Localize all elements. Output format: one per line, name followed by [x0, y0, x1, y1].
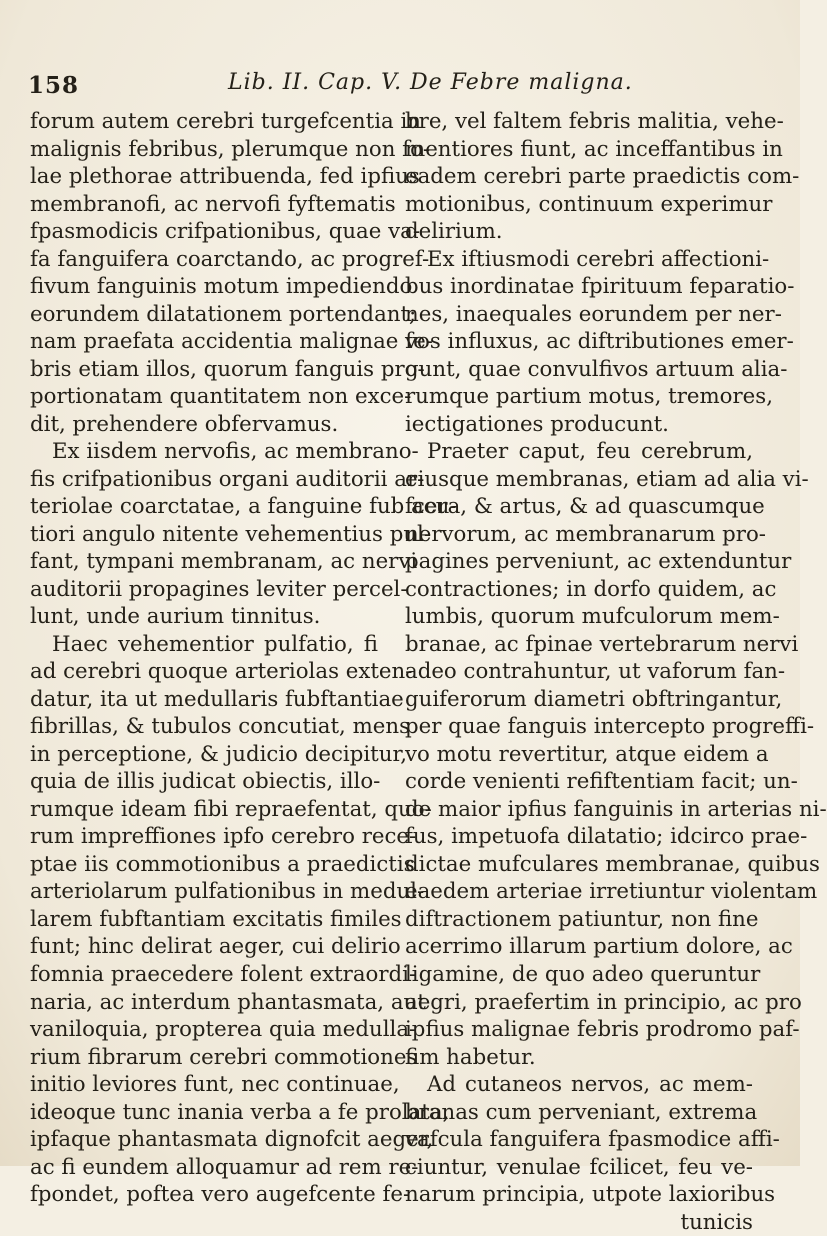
text-line: fa fanguifera coarctando, ac progref- [30, 246, 430, 272]
text-line: ad cerebri quoque arteriolas exten- [30, 659, 413, 685]
text-line: Praeter caput, feu cerebrum, [427, 439, 753, 465]
text-line: tiori angulo nitente vehementius pul- [30, 521, 432, 547]
text-line: bus inordinatae fpirituum feparatio- [405, 274, 795, 300]
text-line: motionibus, continuum experimur [405, 191, 773, 217]
running-head-right: De Febre maligna. [410, 70, 633, 95]
text-line: ipfius malignae febris prodromo paf- [405, 1017, 800, 1043]
text-line: narum principia, utpote laxioribus [405, 1182, 776, 1208]
text-line: dictae mufculares membranae, quibus [405, 851, 820, 877]
text-line: ac fi eundem alloquamur ad rem re- [30, 1154, 419, 1180]
text-line: ideoque tunc inania verba a fe prolata, [30, 1099, 450, 1125]
text-line: forum autem cerebri turgefcentia in [30, 109, 421, 134]
text-line: funt; hinc delirat aeger, cui delirio [30, 934, 401, 960]
text-line: naria, ac interdum phantasmata, aut [30, 989, 426, 1015]
text-line: eaedem arteriae irretiuntur violentam [405, 879, 818, 905]
text-line: iectigationes producunt. [405, 411, 669, 437]
text-line: fim habetur. [405, 1044, 536, 1070]
text-line: nes, inaequales eorundem per ner- [405, 301, 782, 327]
text-line: de maior ipfius fanguinis in arterias ni- [405, 796, 827, 822]
page-number: 158 [28, 72, 80, 99]
text-line: membranofi, ac nervofi fyftematis [30, 191, 396, 217]
text-line: fomnia praecedere folent extraordi- [30, 961, 417, 987]
text-line: contractiones; in dorfo quidem, ac [405, 576, 777, 602]
text-line: fpondet, poftea vero augefcente fe- [30, 1182, 411, 1208]
text-line: branas cum perveniant, extrema [405, 1099, 758, 1125]
text-line: Ex iftiusmodi cerebri affectioni- [427, 246, 770, 272]
text-line: dit, prehendere obfervamus. [30, 411, 339, 437]
text-line: branae, ac fpinae vertebrarum nervi [405, 631, 799, 657]
text-line: in perceptione, & judicio decipitur, [30, 741, 408, 767]
text-line: mentiores fiunt, ac inceffantibus in [405, 136, 783, 162]
text-line: rum impreffiones ipfo cerebro rece- [30, 824, 417, 850]
text-line: fpasmodicis crifpationibus, quae va- [30, 219, 421, 245]
text-line: nervorum, ac membranarum pro- [405, 521, 766, 547]
text-line: vo motu revertitur, atque eidem a [405, 741, 769, 767]
text-line: fant, tympani membranam, ac nervi [30, 549, 418, 575]
text-line: acerrimo illarum partium dolore, ac [405, 934, 793, 960]
text-line: tunicis [680, 1209, 753, 1235]
text-line: portionatam quantitatem non exce- [30, 384, 412, 410]
right-text-column [405, 108, 827, 1236]
text-line: guiferorum diametri obftringantur, [405, 686, 783, 712]
text-line: diftractionem patiuntur, non fine [405, 906, 759, 932]
text-line: fivum fanguinis motum impediendo [30, 274, 413, 300]
text-line: eiusque membranas, etiam ad alia vi- [405, 466, 809, 492]
text-line: vafcula fanguifera fpasmodice affi- [405, 1127, 780, 1153]
page-header [0, 62, 800, 99]
text-line: vos influxus, ac diftributiones emer- [405, 329, 794, 355]
text-line: gunt, quae convulfivos artuum alia- [405, 356, 788, 382]
text-line: fus, impetuofa dilatatio; idcirco prae- [405, 824, 808, 850]
text-line: rium fibrarum cerebri commotiones [30, 1044, 418, 1070]
text-line: datur, ita ut medullaris fubftantiae [30, 686, 404, 712]
text-line: teriolae coarctatae, a fanguine fub acu- [30, 494, 457, 520]
text-line: rumque ideam fibi repraefentat, quo- [30, 796, 432, 822]
text-line: corde venienti refiftentiam facit; un- [405, 769, 798, 795]
text-line: initio leviores funt, nec continuae, [30, 1072, 400, 1098]
text-line: fcera, & artus, & ad quascumque [405, 494, 765, 520]
text-line: larem fubftantiam excitatis fimiles [30, 906, 402, 932]
text-line: aegri, praefertim in principio, ac pro [405, 989, 802, 1015]
text-line: nam praefata accidentia malignae fe- [30, 329, 433, 355]
text-line: rumque partium motus, tremores, [405, 384, 773, 410]
text-line: per quae fanguis intercepto progreffi- [405, 714, 815, 740]
text-line: ciuntur, venulae fcilicet, feu ve- [405, 1154, 753, 1180]
text-line: lae plethorae attribuenda, fed ipfius [30, 164, 420, 190]
text-line: fibrillas, & tubulos concutiat, mens [30, 714, 411, 740]
text-line: fis crifpationibus organi auditorii ar- [30, 466, 425, 492]
text-line: bris etiam illos, quorum fanguis pro- [30, 356, 425, 382]
text-line: malignis febribus, plerumque non fo- [30, 136, 431, 162]
text-line: adeo contrahuntur, ut vaforum fan- [405, 659, 786, 685]
text-line: delirium. [405, 219, 503, 245]
text-line: vaniloquia, propterea quia medulla- [30, 1017, 417, 1043]
text-line: Haec vehementior pulfatio, fi [52, 631, 378, 657]
text-line: ligamine, de quo adeo queruntur [405, 961, 761, 987]
text-line: lumbis, quorum mufculorum mem- [405, 604, 780, 630]
text-line: Ad cutaneos nervos, ac mem- [427, 1072, 753, 1098]
text-line: bre, vel faltem febris malitia, vehe- [405, 109, 784, 134]
text-line: quia de illis judicat obiectis, illo- [30, 769, 381, 795]
text-line: ptae iis commotionibus a praedictis [30, 851, 415, 877]
text-line: arteriolarum pulfationibus in medul- [30, 879, 425, 905]
text-line: eorundem dilatationem portendant; [30, 301, 417, 327]
text-line: ipfaque phantasmata dignofcit aeger, [30, 1127, 434, 1153]
text-line: pagines perveniunt, ac extenduntur [405, 549, 792, 575]
text-line: eadem cerebri parte praedictis com- [405, 164, 800, 190]
text-line: lunt, unde aurium tinnitus. [30, 604, 321, 630]
running-head-left: Lib. II. Cap. V. [228, 70, 403, 95]
text-line: Ex iisdem nervofis, ac membrano- [52, 439, 419, 465]
text-line: auditorii propagines leviter percel- [30, 576, 408, 602]
